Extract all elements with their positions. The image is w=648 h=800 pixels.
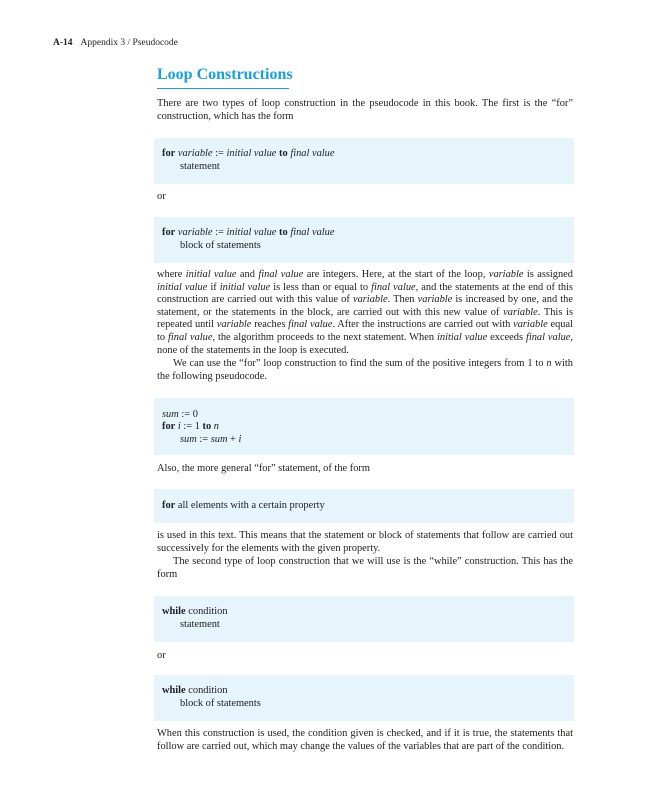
italic-term: initial value — [219, 281, 271, 293]
italic-term: final value — [288, 319, 333, 331]
for-line — [162, 227, 334, 238]
for-all-explanation: is used in this text. This means that the statement or block of statements that follow are carried out successively for the elements with the given property. — [157, 530, 573, 554]
title-underline — [157, 88, 289, 89]
explanation-text: . Then — [387, 294, 418, 306]
section-title: Loop Constructions — [157, 66, 293, 83]
sum-intro-n: n — [546, 358, 552, 369]
while-condition: condition — [185, 685, 228, 696]
code-initial-value: initial value — [226, 148, 277, 159]
italic-term: initial value — [157, 281, 208, 293]
sum-intro-paragraph — [157, 357, 573, 383]
while-line — [162, 685, 228, 696]
keyword-while: while — [162, 606, 186, 617]
while-body-line: statement — [180, 619, 220, 630]
italic-term: variable — [503, 306, 538, 318]
or-label: or — [157, 191, 166, 202]
explanation-text: exceeds — [487, 331, 526, 343]
explanation-text: where — [157, 269, 186, 280]
italic-term: final value — [371, 281, 416, 293]
code-i: i — [238, 434, 242, 445]
code-variable: variable — [177, 227, 213, 238]
italic-term: variable — [513, 319, 548, 331]
explanation-paragraph — [157, 269, 573, 357]
running-head — [53, 38, 178, 48]
explanation-text: is less than or equal to — [270, 281, 372, 293]
sum-intro-end: with the following pseudocode. — [157, 358, 573, 382]
intro-paragraph: There are two types of loop construction in the pseudocode in this book. The first is the “for” construction, which has the form — [157, 98, 573, 122]
italic-term: variable — [216, 319, 252, 331]
code-n: n — [211, 421, 219, 432]
sum-code-line-2 — [162, 421, 219, 432]
explanation-text: , the algorithm proceeds to the next statement. When — [212, 331, 437, 343]
explanation-text: , none of the statements in the loop is executed. — [157, 331, 574, 356]
for-block-body-line: block of statements — [180, 240, 261, 251]
code-sum: sum — [180, 434, 197, 445]
italic-term: variable — [417, 294, 453, 306]
explanation-text: reaches — [251, 319, 289, 331]
keyword-to: to — [279, 148, 288, 159]
italic-term: final value — [525, 331, 571, 343]
while-condition: condition — [185, 606, 228, 617]
for-block-box — [154, 217, 574, 263]
for-all-line — [162, 500, 325, 511]
explanation-text: , and the statements at the end of this construction are carried out with this value of — [157, 281, 573, 306]
code-plus: + — [227, 434, 239, 445]
while-statement-box — [154, 596, 574, 642]
explanation-text: . After the instructions are carried out with — [332, 319, 514, 331]
italic-term: final value — [258, 269, 304, 280]
closing-paragraph: When this construction is used, the condition given is checked, and if it is true, the statements that follow are carried out, which may change the values of the variables that are part of the condition. — [157, 728, 573, 752]
code-final-value: final value — [290, 148, 335, 159]
sum-code-line-3 — [180, 434, 241, 445]
keyword-for: for — [162, 500, 176, 511]
explanation-text: equal to — [157, 319, 573, 343]
keyword-to: to — [202, 421, 212, 432]
keyword-for: for — [162, 227, 176, 238]
for-line — [162, 148, 334, 159]
code-variable: variable — [177, 148, 213, 159]
explanation-text: if — [207, 281, 220, 293]
italic-term: variable — [352, 294, 388, 306]
sum-intro-text: We can use the “for” loop construction to find the sum of the positive integers from 1 to — [173, 358, 547, 369]
explanation-text: are integers. Here, at the start of the loop, — [303, 269, 489, 280]
or-label: or — [157, 650, 166, 661]
while-block-body-line: block of statements — [180, 698, 261, 709]
for-all-box — [154, 489, 574, 523]
keyword-for: for — [162, 421, 176, 432]
assign-op: := — [215, 227, 224, 238]
italic-term: initial value — [185, 269, 237, 280]
while-block-box — [154, 675, 574, 721]
code-assign-zero: := 0 — [178, 409, 198, 420]
running-title: Appendix 3 / Pseudocode — [80, 38, 178, 48]
sum-code-box — [154, 398, 574, 455]
keyword-to: to — [279, 227, 288, 238]
code-assign-one: := 1 — [180, 421, 203, 432]
code-final-value: final value — [290, 227, 335, 238]
sum-code-line-1 — [162, 409, 198, 420]
code-i: i — [175, 421, 181, 432]
page-number: A-14 — [53, 38, 73, 48]
code-sum: sum — [162, 409, 179, 420]
explanation-text: and — [236, 269, 259, 280]
while-line — [162, 606, 228, 617]
italic-term: initial value — [436, 331, 488, 343]
for-body-line: statement — [180, 161, 220, 172]
keyword-while: while — [162, 685, 186, 696]
italic-term: variable — [488, 269, 524, 280]
explanation-text: is assigned — [523, 269, 573, 280]
while-intro: The second type of loop construction that we will use is the “while” construction. This has the form — [157, 556, 573, 580]
keyword-for: for — [162, 148, 176, 159]
code-sum: sum — [210, 434, 228, 445]
general-for-intro: Also, the more general “for” statement, of the form — [157, 463, 370, 474]
for-all-text: all elements with a certain property — [175, 500, 325, 511]
explanation-text: . This is repeated until — [157, 306, 573, 331]
code-assign: := — [196, 434, 211, 445]
for-statement-box — [154, 138, 574, 184]
explanation-text: is increased by one, and the statement, or the statements in the block, are carried out with this new value of — [157, 294, 573, 318]
assign-op: := — [215, 148, 224, 159]
code-initial-value: initial value — [226, 227, 277, 238]
italic-term: final value — [168, 331, 213, 343]
